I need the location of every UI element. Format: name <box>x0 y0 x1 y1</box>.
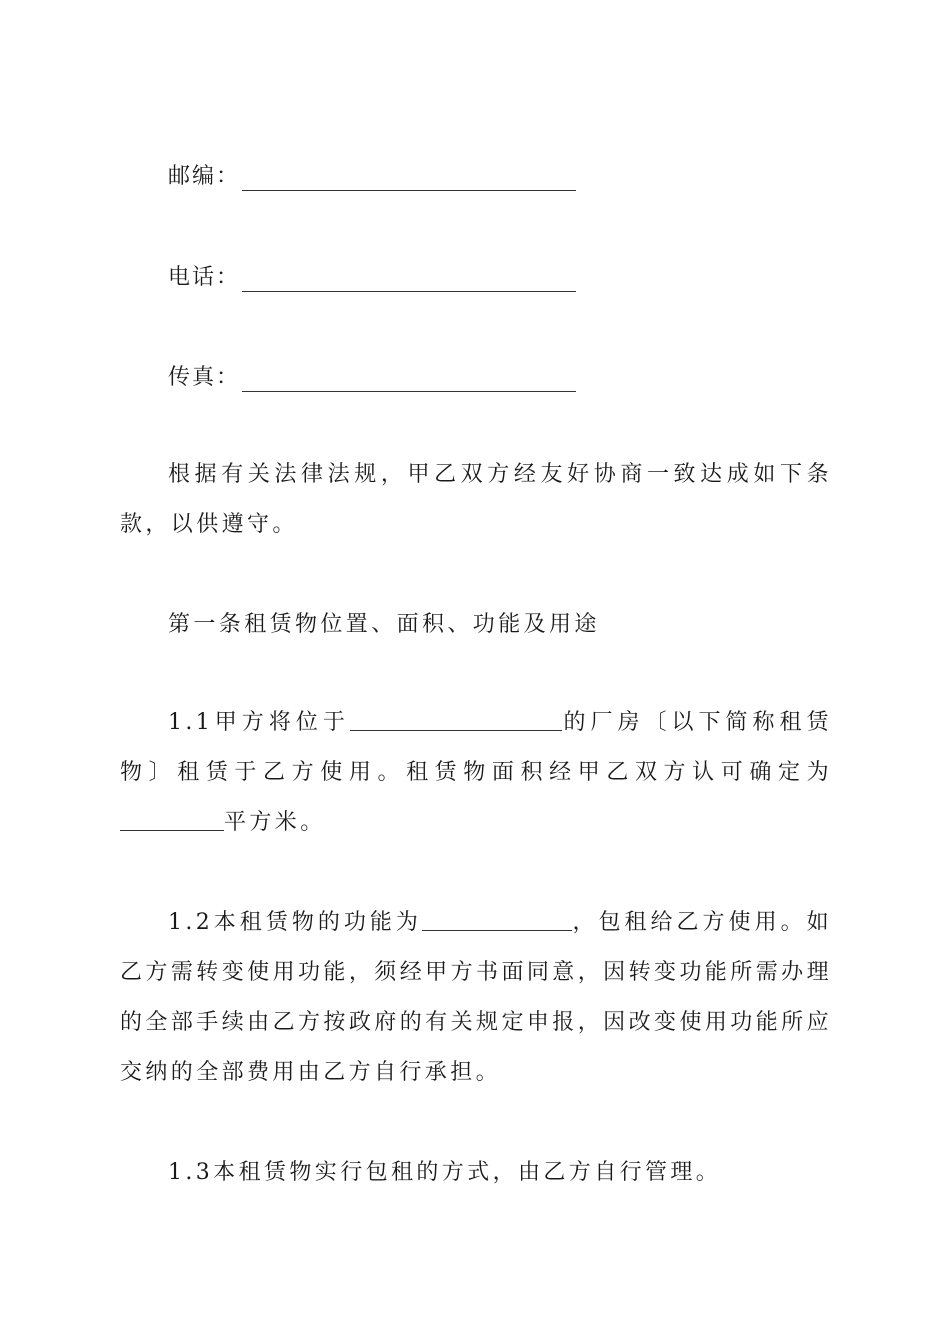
location-blank[interactable] <box>350 710 562 731</box>
intro-paragraph: 根据有关法律法规，甲乙双方经友好协商一致达成如下条款，以供遵守。 <box>120 462 832 537</box>
phone-field <box>168 264 576 292</box>
clause-1-2-text-b: ，包租给乙方使用。如乙方需转变使用功能，须经甲方书面同意，因转变功能所需办理的全部手续由乙方按政府的有关规定申报，因改变使用功能所应交纳的全部费用由乙方自行承担。 <box>120 910 832 1085</box>
clause-1-1-text-c: 平方米。 <box>224 810 326 835</box>
fax-blank-line[interactable] <box>242 369 576 392</box>
postcode-blank-line[interactable] <box>242 168 576 191</box>
phone-label: 电话： <box>168 265 241 290</box>
clause-1-1-text-a: 1.1甲方将位于 <box>168 710 350 735</box>
postcode-field <box>168 163 576 191</box>
fax-field <box>168 364 576 392</box>
clause-1-1-text-b: 的厂房〔以下简称租赁物〕租赁于乙方使用。租赁物面积经甲乙双方认可确定为 <box>120 710 832 785</box>
article-1-heading: 第一条租赁物位置、面积、功能及用途 <box>168 612 600 637</box>
area-blank[interactable] <box>120 810 224 831</box>
fax-label: 传真： <box>168 365 241 390</box>
clause-1-2 <box>120 898 832 1098</box>
clause-1-1 <box>120 698 832 848</box>
clause-1-3: 1.3本租赁物实行包租的方式，由乙方自行管理。 <box>168 1160 722 1185</box>
function-blank[interactable] <box>422 910 572 931</box>
phone-blank-line[interactable] <box>242 269 576 292</box>
clause-1-2-text-a: 1.2本租赁物的功能为 <box>168 910 422 935</box>
postcode-label: 邮编： <box>168 164 241 189</box>
